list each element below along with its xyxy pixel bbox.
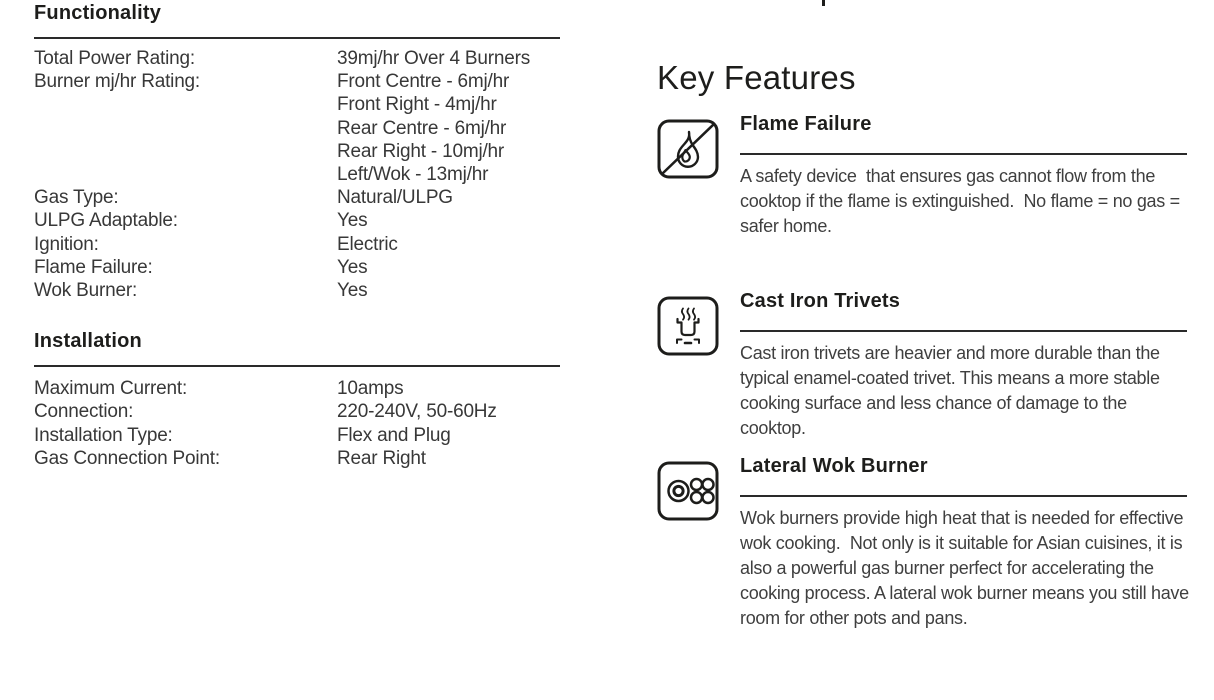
spec-value: Rear Right [337, 447, 426, 469]
feature-title: Flame Failure [740, 113, 872, 135]
feature-flame-failure [657, 112, 1197, 239]
spec-row-wok-burner [34, 279, 560, 302]
feature-divider [740, 153, 1187, 155]
feature-description: Cast iron trivets are heavier and more durable than the typical enamel-coated trivet. This means a more stable cooking surface and less chance of damage to the cooktop. [740, 343, 1165, 438]
spec-value: Front Centre - 6mj/hr [337, 71, 510, 93]
spec-label: Gas Type: [34, 187, 119, 209]
spec-value: Electric [337, 233, 398, 255]
spec-label: Maximum Current: [34, 378, 188, 400]
functionality-section [34, 0, 560, 302]
feature-body [740, 112, 1187, 239]
spec-label: Flame Failure: [34, 256, 153, 278]
section-title-installation: Installation [34, 330, 142, 353]
spec-value: 39mj/hr Over 4 Burners [337, 48, 531, 69]
feature-title: Cast Iron Trivets [740, 290, 901, 312]
section-title-functionality: Functionality [34, 2, 162, 24]
spec-row-ulpg-adaptable [34, 209, 560, 232]
spec-value: Flex and Plug [337, 424, 451, 446]
spec-value: Yes [337, 210, 368, 232]
key-features-title: Key Features [657, 59, 856, 96]
feature-divider [740, 495, 1187, 497]
spec-label: Wok Burner: [34, 280, 138, 302]
spec-row-maximum-current [34, 377, 560, 400]
spec-column [34, 0, 560, 470]
feature-lateral-wok-burner [657, 454, 1197, 631]
installation-section [34, 328, 560, 470]
spec-value: Yes [337, 280, 368, 302]
section-divider [34, 365, 560, 367]
feature-body [740, 454, 1194, 631]
spec-row-ignition [34, 233, 560, 256]
feature-description: Wok burners provide high heat that is needed for effective wok cooking. Not only is it suitable for Asian cuisines, it is also a powerful gas burner perfect for accelerating the cooking process. A lateral wok burner means you still have room for other pots and pans. [740, 508, 1194, 628]
spec-value: 10amps [337, 378, 404, 400]
spec-rows [34, 47, 560, 302]
feature-description: A safety device that ensures gas cannot flow from the cooktop if the flame is extinguished. No flame = no gas = safer home. [740, 166, 1185, 236]
spec-value: Natural/ULPG [337, 187, 453, 209]
section-divider [34, 37, 560, 39]
spec-value: Yes [337, 256, 368, 278]
spec-row-gas-connection-point [34, 447, 560, 470]
key-features-column [657, 0, 1197, 700]
spec-value: Rear Right - 10mj/hr [337, 140, 505, 162]
feature-cast-iron-trivets [657, 289, 1197, 441]
spec-value: Rear Centre - 6mj/hr [337, 117, 507, 139]
spec-row-connection [34, 400, 560, 423]
spec-row-gas-type [34, 186, 560, 209]
feature-divider [740, 330, 1187, 332]
spec-label: Ignition: [34, 233, 99, 255]
spec-row-installation-type [34, 424, 560, 447]
spec-rows [34, 377, 560, 470]
spec-row-burner-rating [34, 70, 560, 186]
spec-label: Gas Connection Point: [34, 447, 220, 469]
flame-failure-icon [657, 119, 719, 179]
feature-title: Lateral Wok Burner [740, 455, 928, 477]
spec-label: ULPG Adaptable: [34, 210, 178, 232]
spec-value: Left/Wok - 13mj/hr [337, 164, 489, 186]
lateral-wok-burner-icon [657, 461, 719, 521]
spec-row-flame-failure [34, 256, 560, 279]
spec-label: Burner mj/hr Rating: [34, 71, 201, 93]
spec-row-total-power [34, 47, 560, 70]
spec-label: Connection: [34, 401, 134, 423]
spec-label: Total Power Rating: [34, 48, 195, 69]
feature-body [740, 289, 1187, 441]
spec-value: Front Right - 4mj/hr [337, 94, 497, 116]
cast-iron-trivets-icon [657, 296, 719, 356]
spec-label: Installation Type: [34, 424, 173, 446]
spec-value: 220-240V, 50-60Hz [337, 401, 497, 423]
